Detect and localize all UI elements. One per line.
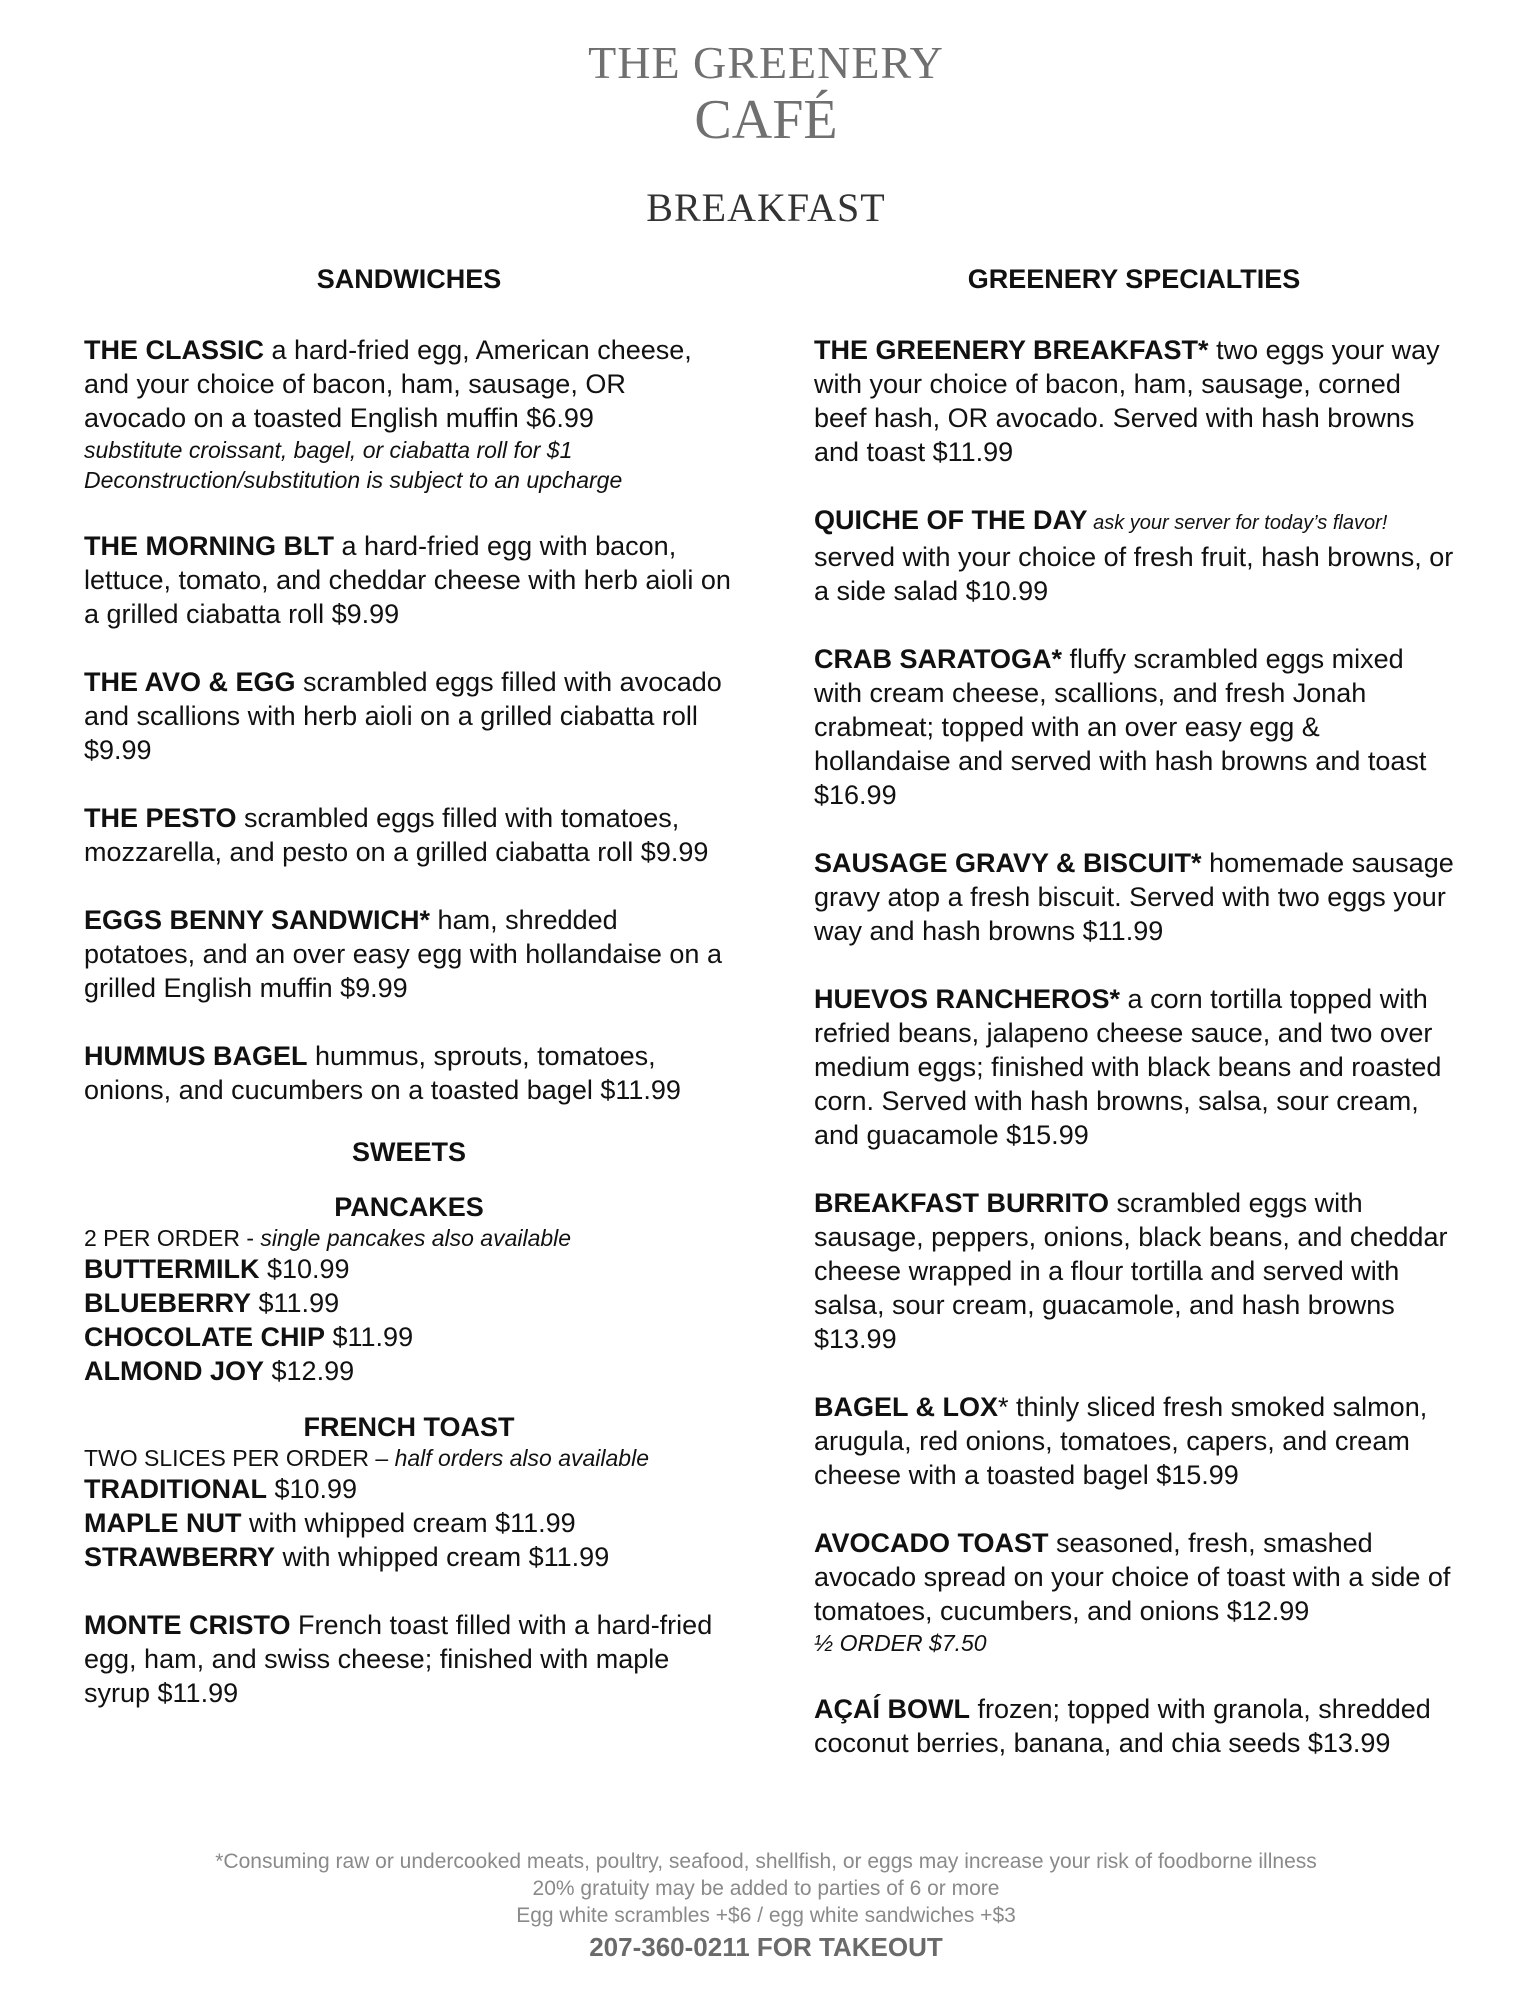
item-desc: fluffy scrambled eggs mixed with cream cheese, scallions, and fresh Jonah crabmeat; topped with an over easy egg & hollandaise and served with hash browns and toast $16.99 <box>814 644 1427 810</box>
brand-name: THE GREENERY <box>588 37 944 88</box>
item-name: HUMMUS BAGEL <box>84 1041 308 1071</box>
item-inline-note: ask your server for today’s flavor! <box>1087 512 1388 534</box>
item-price: $11.99 <box>325 1322 414 1352</box>
note-italic: single pancakes also available <box>260 1225 572 1251</box>
item-desc: a corn tortilla topped with refried beans, jalapeno cheese sauce, and two over medium eggs; finished with black beans and roasted corn. Served with hash browns, salsa, sour cream, and guacamole $15.99 <box>814 984 1442 1150</box>
right-column <box>814 264 1454 1794</box>
item-desc: ham, shredded potatoes, and an over easy egg with hollandaise on a grilled English muffin $9.99 <box>84 905 722 1003</box>
item-note: substitute croissant, bagel, or ciabatta roll for $1 <box>84 437 573 463</box>
menu-item <box>814 846 1454 948</box>
french-toast-item <box>84 1506 734 1540</box>
footer-gratuity: 20% gratuity may be added to parties of 6 or more <box>532 1877 1000 1900</box>
item-price: with whipped cream $11.99 <box>241 1508 576 1538</box>
footer-phone: 207-360-0211 FOR TAKEOUT <box>589 1932 943 1962</box>
item-name: AÇAÍ BOWL <box>814 1694 970 1724</box>
sandwiches-heading: SANDWICHES <box>316 264 502 294</box>
item-desc: a hard-fried egg with bacon, lettuce, tomato, and cheddar cheese with herb aioli on a grilled ciabatta roll $9.99 <box>84 531 731 629</box>
menu-item <box>84 1039 734 1107</box>
item-name: ALMOND JOY <box>84 1356 265 1386</box>
item-desc: scrambled eggs filled with tomatoes, mozzarella, and pesto on a grilled ciabatta roll $9.99 <box>84 803 709 867</box>
item-desc: seasoned, fresh, smashed avocado spread on your choice of toast with a side of tomatoes, cucumbers, and onions $12.99 <box>814 1528 1451 1626</box>
item-price: $12.99 <box>264 1356 355 1386</box>
footer <box>0 1848 1532 1965</box>
footer-disclaimer: *Consuming raw or undercooked meats, poultry, seafood, shellfish, or eggs may increase your risk of foodborne illness <box>215 1850 1317 1873</box>
item-price: $11.99 <box>251 1288 340 1318</box>
item-desc: served with your choice of fresh fruit, hash browns, or a side salad $10.99 <box>814 542 1454 606</box>
menu-item <box>814 1692 1454 1760</box>
pancake-item <box>84 1252 734 1286</box>
item-desc: two eggs your way with your choice of bacon, ham, sausage, corned beef hash, OR avocado. Served with hash browns and toast $11.99 <box>814 335 1440 467</box>
item-desc: hummus, sprouts, tomatoes, onions, and cucumbers on a toasted bagel $11.99 <box>84 1041 681 1105</box>
item-name: THE PESTO <box>84 803 237 833</box>
item-desc: frozen; topped with granola, shredded coconut berries, banana, and chia seeds $13.99 <box>814 1694 1431 1758</box>
item-name: THE GREENERY BREAKFAST* <box>814 335 1209 365</box>
item-name: CRAB SARATOGA* <box>814 644 1063 674</box>
item-desc: scrambled eggs with sausage, peppers, onions, black beans, and cheddar cheese wrapped in a flour tortilla and served with salsa, sour cream, guacamole, and hash browns $13.99 <box>814 1188 1448 1354</box>
menu-title: BREAKFAST <box>646 185 886 230</box>
menu-item <box>84 529 734 631</box>
item-name: BREAKFAST BURRITO <box>814 1188 1110 1218</box>
item-name: QUICHE OF THE DAY <box>814 505 1088 535</box>
item-name: THE MORNING BLT <box>84 531 334 561</box>
item-desc: a hard-fried egg, American cheese, and your choice of bacon, ham, sausage, OR avocado on a toasted English muffin $6.99 <box>84 335 692 433</box>
note-plain: 2 PER ORDER - <box>84 1225 261 1251</box>
item-note: Deconstruction/substitution is subject to an upcharge <box>84 467 623 493</box>
note-italic: half orders also available <box>394 1445 649 1471</box>
menu-item <box>814 982 1454 1152</box>
menu-item <box>84 333 734 495</box>
item-name: MONTE CRISTO <box>84 1610 291 1640</box>
item-price: $10.99 <box>259 1254 350 1284</box>
item-price: $10.99 <box>266 1474 358 1504</box>
french-toast-heading: FRENCH TOAST <box>303 1412 515 1442</box>
item-desc: homemade sausage gravy atop a fresh biscuit. Served with two eggs your way and hash browns $11.99 <box>814 848 1454 946</box>
item-desc: French toast filled with a hard-fried egg, ham, and swiss cheese; finished with maple syrup $11.99 <box>84 1610 713 1708</box>
item-desc: * thinly sliced fresh smoked salmon, arugula, red onions, tomatoes, capers, and cream cheese with a toasted bagel $15.99 <box>814 1392 1428 1490</box>
pancake-item <box>84 1354 734 1388</box>
french-toast-item <box>84 1540 734 1574</box>
left-column <box>84 264 734 1744</box>
menu-item <box>84 903 734 1005</box>
item-desc: scrambled eggs filled with avocado and scallions with herb aioli on a grilled ciabatta roll $9.99 <box>84 667 722 765</box>
menu-item <box>814 333 1454 469</box>
menu-item <box>814 1186 1454 1356</box>
item-name: STRAWBERRY <box>84 1542 276 1572</box>
menu-item <box>84 1608 734 1710</box>
note-plain: TWO SLICES PER ORDER – <box>84 1445 395 1471</box>
item-name: BUTTERMILK <box>84 1254 260 1284</box>
item-price: with whipped cream $11.99 <box>275 1542 610 1572</box>
item-name: AVOCADO TOAST <box>814 1528 1049 1558</box>
menu-item <box>814 1390 1454 1492</box>
item-name: BAGEL & LOX <box>814 1392 999 1422</box>
footer-egg-white: Egg white scrambles +$6 / egg white sandwiches +$3 <box>516 1904 1016 1927</box>
item-name: TRADITIONAL <box>84 1474 267 1504</box>
item-name: MAPLE NUT <box>84 1508 242 1538</box>
item-name: CHOCOLATE CHIP <box>84 1322 325 1352</box>
item-name: SAUSAGE GRAVY & BISCUIT* <box>814 848 1202 878</box>
sweets-heading: SWEETS <box>351 1137 466 1167</box>
pancake-item <box>84 1320 734 1354</box>
menu-item <box>814 1526 1454 1658</box>
french-toast-note <box>84 1444 734 1472</box>
item-note: ½ ORDER $7.50 <box>814 1630 987 1656</box>
item-name: THE AVO & EGG <box>84 667 296 697</box>
menu-item <box>814 503 1454 608</box>
pancakes-heading: PANCAKES <box>334 1192 484 1222</box>
pancakes-note <box>84 1224 734 1252</box>
item-name: THE CLASSIC <box>84 335 265 365</box>
specialties-heading: GREENERY SPECIALTIES <box>967 264 1301 294</box>
french-toast-item <box>84 1472 734 1506</box>
item-name: HUEVOS RANCHEROS* <box>814 984 1121 1014</box>
menu-item <box>84 801 734 869</box>
brand-subtitle: CAFÉ <box>694 89 838 151</box>
pancake-item <box>84 1286 734 1320</box>
menu-item <box>84 665 734 767</box>
menu-item <box>814 642 1454 812</box>
item-name: BLUEBERRY <box>84 1288 252 1318</box>
item-name: EGGS BENNY SANDWICH* <box>84 905 431 935</box>
